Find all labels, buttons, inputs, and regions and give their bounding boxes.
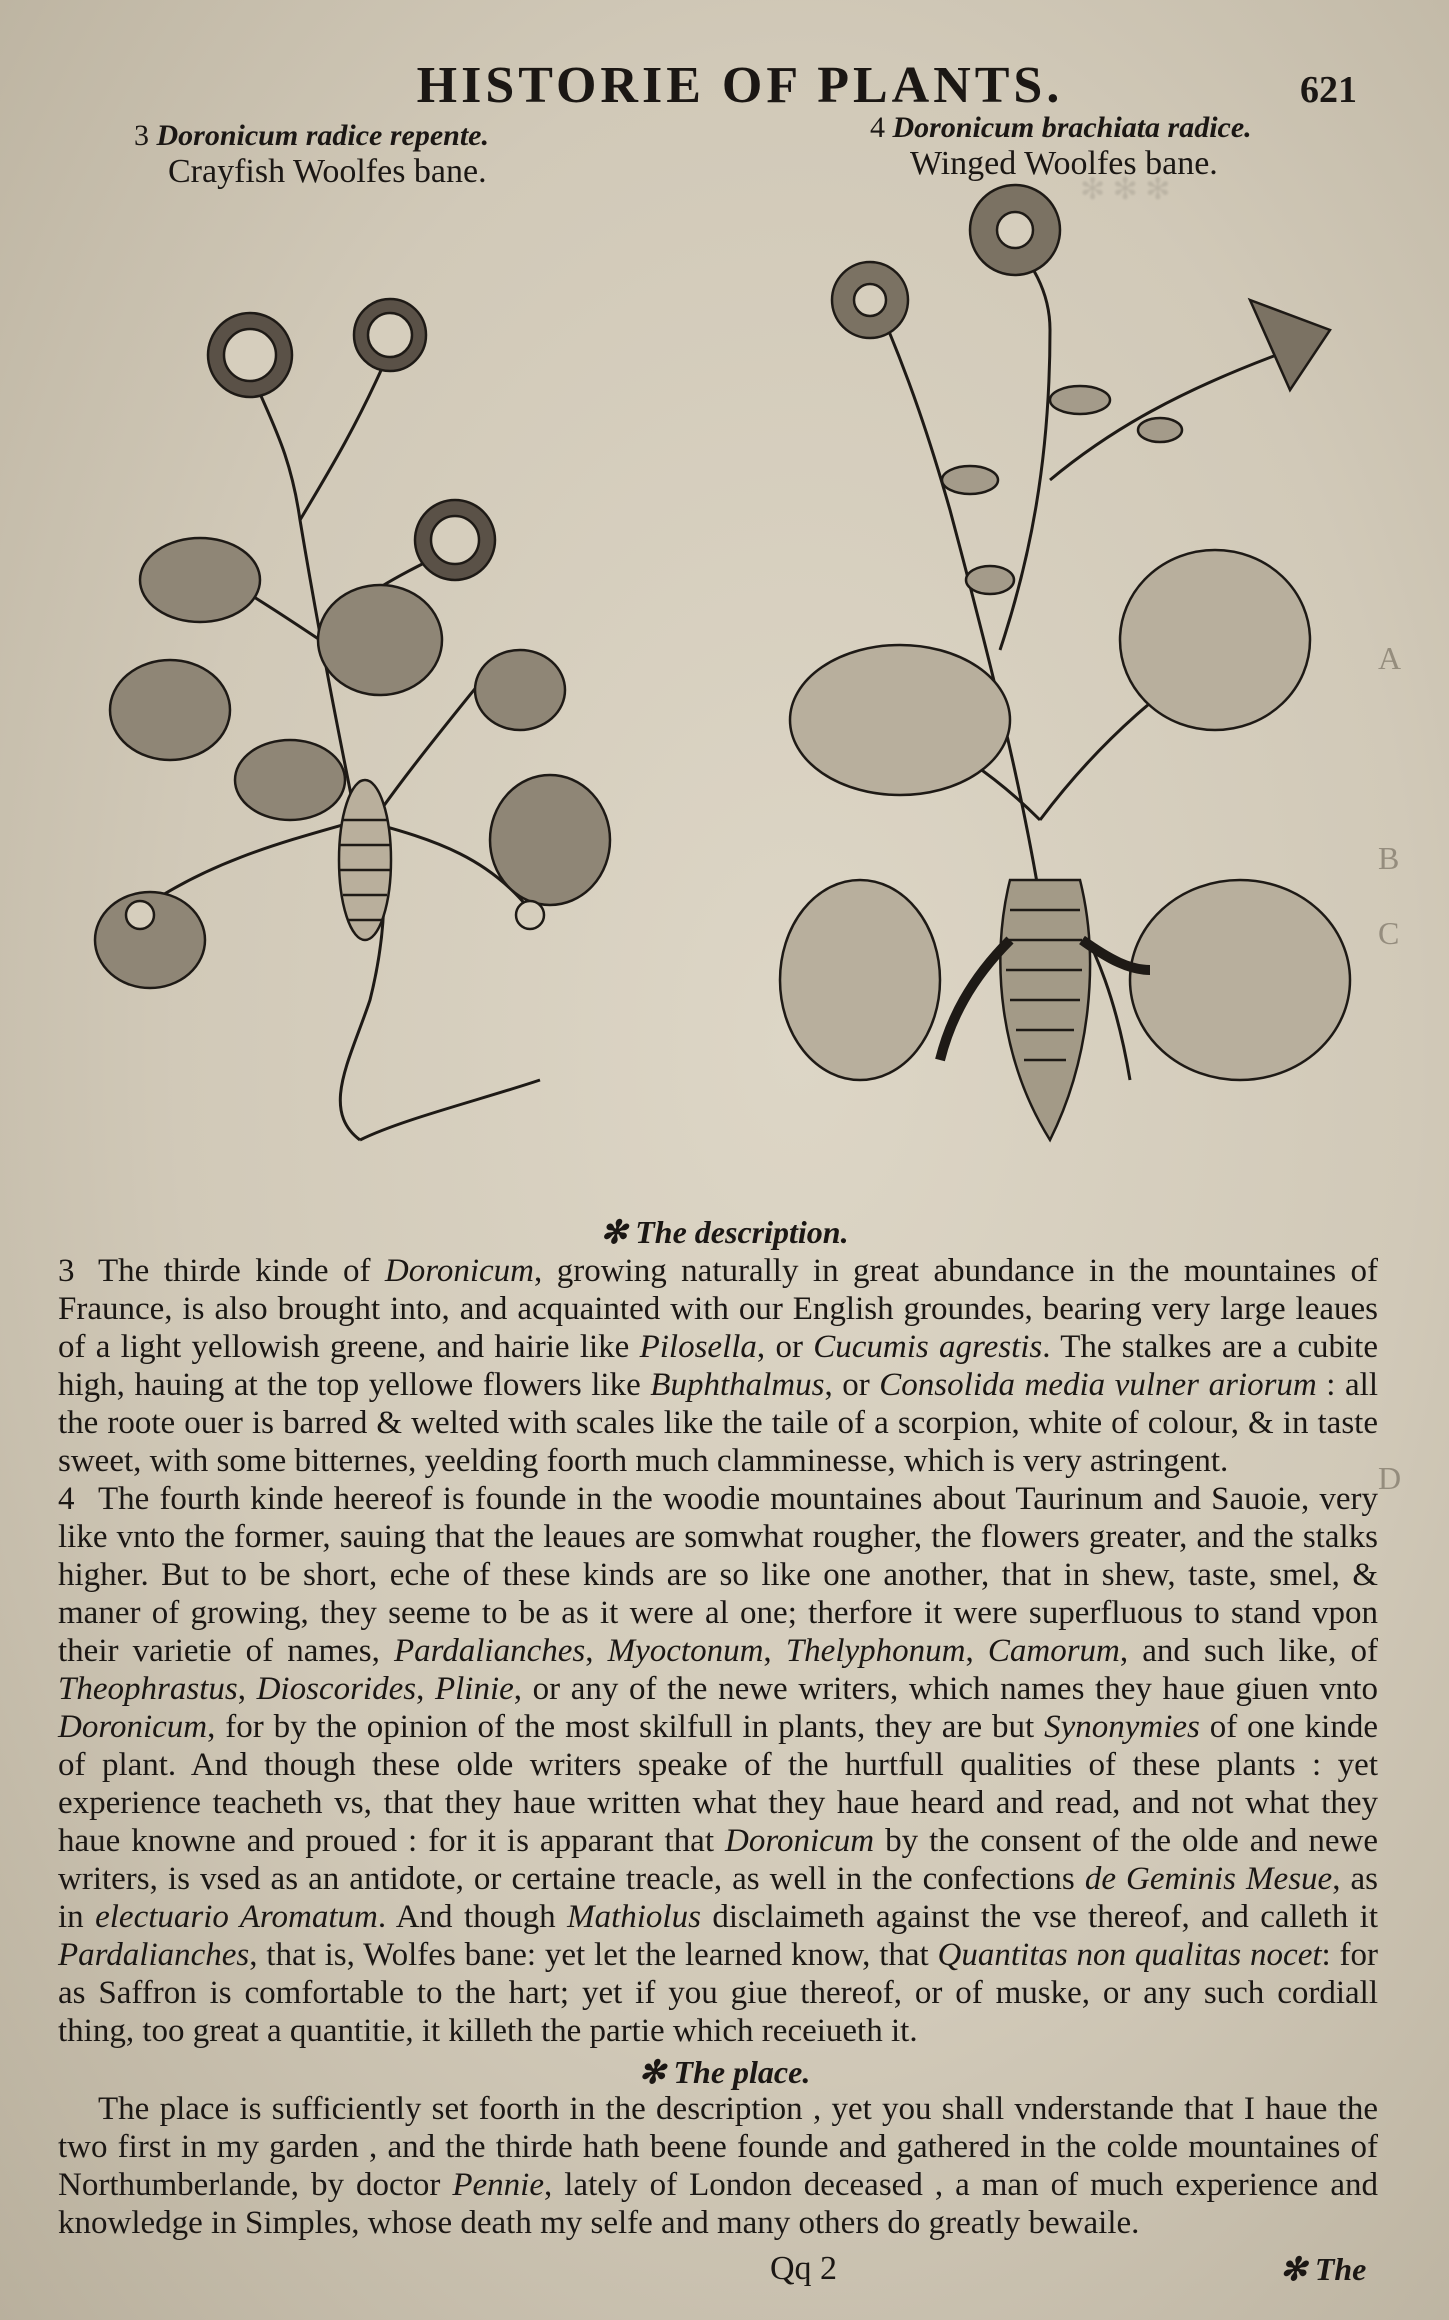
place-heading-text: The place.: [673, 2054, 811, 2090]
place-heading: ✻ The place.: [638, 2054, 811, 2090]
italic-term: Pardalianches: [58, 1937, 250, 1973]
figure-3-latin-name: Doronicum radice repente.: [156, 119, 489, 152]
place-text: The place is sufficiently set foorth in the description , yet you shall vnderstande that I haue the two first in my garden , and the thirde hath beene founde and gathered in the colde mountaines of Northumberlande, by doctor Pennie, lately of London deceased , a man of much experience and knowledge in Simples, whose death my selfe and many others do greatly bewaile.: [58, 2091, 1378, 2241]
italic-term: Doronicum: [725, 1823, 875, 1859]
margin-letter-a: A: [1378, 640, 1402, 676]
italic-term: Cucumis agrestis: [813, 1329, 1043, 1365]
italic-term: Mathiolus: [567, 1899, 701, 1935]
signature-mark: Qq 2: [770, 2250, 838, 2287]
winged-woolfes-bane-woodcut: [770, 180, 1370, 1160]
figure-3-caption: [134, 118, 489, 190]
italic-term: Pardalianches: [393, 1633, 586, 1669]
figure-4-caption: [870, 110, 1252, 182]
italic-term: Theophrastus: [58, 1671, 238, 1707]
figure-4-latin-name: Doronicum brachiata radice.: [892, 111, 1252, 144]
page-number: 621: [1300, 69, 1357, 111]
catchword: ✻ The: [1280, 2251, 1367, 2287]
description-paragraph-3: [58, 1252, 1378, 1480]
paragraph-4-text: The fourth kinde heereof is founde in the woodie mountaines about Taurinum and Sauoie, very like vnto the former, sauing that the leaues are somwhat rougher, the flowers greater, and the stalks higher. But to be short, eche of these kinds are so like one another, that in shew, taste, smel, & maner of growing, they seeme to be as it were al one; therfore it were superfluous to stand vpon their varietie of names, Pardalianches, Myoctonum, Thelyphonum, Camorum, and such like, of Theophrastus, Dioscorides, Plinie, or any of the newe writers, which names they haue giuen vnto Doronicum, for by the opinion of the most skilfull in plants, they are but Synonymies of one kinde of plant. And though these olde writers speake of the hurtfull qualities of these plants : yet experience teacheth vs, that they haue written what they haue heard and read, and not what they haue knowne and proued : for it is apparant that Doronicum by the consent of the olde and newe writers, is vsed as an antidote, or certaine treacle, as well in the confections de Geminis Mesue, as in electuario Aromatum. And though Mathiolus disclaimeth against the vse thereof, and calleth it Pardalianches, that is, Wolfes bane: yet let the learned know, that Quantitas non qualitas nocet: for as Saffron is comfortable to the hart; yet if you giue thereof, or of muske, or any such cordiall thing, too great a quantitie, it killeth the partie which receiueth it.: [58, 1481, 1379, 2049]
paragraph-3-number: 3: [58, 1253, 75, 1289]
italic-term: Synonymies: [1044, 1709, 1200, 1745]
margin-letter-c: C: [1378, 915, 1400, 951]
margin-letter-d: D: [1378, 1460, 1402, 1496]
italic-term: Consolida media vulner ariorum: [879, 1367, 1317, 1403]
running-title: HISTORIE OF PLANTS.: [416, 57, 1064, 114]
description-heading-text: The description.: [635, 1214, 849, 1250]
italic-term: Doronicum: [384, 1253, 535, 1289]
italic-term: Doronicum: [58, 1709, 208, 1745]
figure-4-english-name: Winged Woolfes bane.: [910, 145, 1218, 182]
italic-term: Myoctonum: [607, 1633, 764, 1669]
catchword-text: The: [1314, 2251, 1367, 2287]
show-through-text: ✻ ✻ ✻: [1080, 173, 1171, 206]
margin-letter-b: B: [1378, 840, 1400, 876]
italic-term: Dioscorides: [256, 1671, 417, 1707]
figure-3-english-name: Crayfish Woolfes bane.: [168, 153, 487, 190]
italic-term: Plinie: [434, 1671, 514, 1707]
figure-3-number: 3: [134, 119, 149, 152]
italic-term: Pennie: [452, 2167, 544, 2203]
italic-term: Camorum: [987, 1633, 1120, 1669]
italic-term: Buphthalmus: [650, 1367, 825, 1403]
figure-4-number: 4: [870, 111, 885, 144]
italic-term: de Geminis Mesue: [1084, 1861, 1333, 1897]
italic-term: Thelyphonum: [785, 1633, 966, 1669]
description-heading: ✻ The description.: [600, 1214, 849, 1250]
description-paragraph-4: [58, 1480, 1378, 2050]
paragraph-3-text: The thirde kinde of Doronicum, growing naturally in great abundance in the mountaines of Fraunce, is also brought into, and acquainted with our English groundes, bearing very large leaues of a light yellowish greene, and hairie like Pilosella, or Cucumis agrestis. The stalkes are a cubite high, hauing at the top yellowe flowers like Buphthalmus, or Consolida media vulner ariorum : all the roote ouer is barred & welted with scales like the taile of a scorpion, white of colour, & in taste sweet, with some bitternes, yeelding foorth much clamminesse, which is very astringent.: [58, 1253, 1379, 1479]
italic-term: Quantitas non qualitas nocet: [937, 1937, 1322, 1973]
place-paragraph: [58, 2090, 1378, 2242]
crayfish-woolfes-bane-woodcut: [60, 220, 680, 1180]
italic-term: Pilosella: [639, 1329, 757, 1365]
paragraph-4-number: 4: [58, 1481, 75, 1517]
italic-term: electuario Aromatum: [95, 1899, 378, 1935]
